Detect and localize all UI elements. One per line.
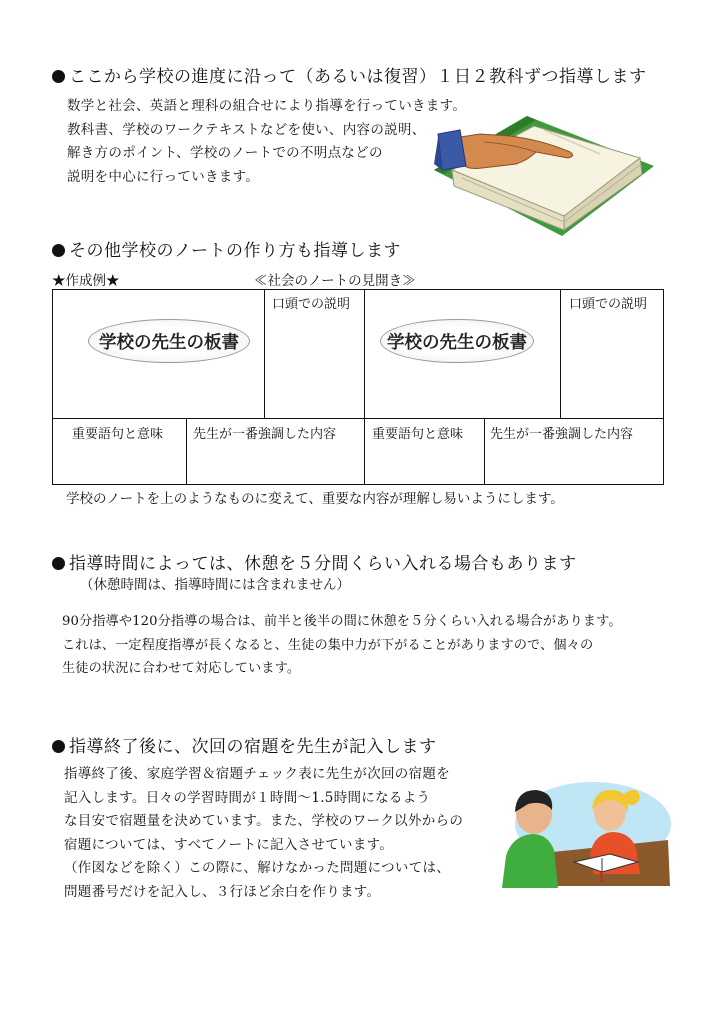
note-layout-table <box>52 289 664 485</box>
section4-line: 指導終了後、家庭学習＆宿題チェック表に先生が次回の宿題を <box>64 766 450 782</box>
bullet-icon <box>52 557 65 570</box>
example-label: ★作成例★ <box>52 273 120 289</box>
table-caption: 学校のノートを上のようなものに変えて、重要な内容が理解し易いようにします。 <box>66 491 564 507</box>
section3-heading <box>52 549 577 574</box>
oral-explanation-right: 口頭での説明 <box>569 297 648 312</box>
teacher-emphasis-right: 先生が一番強調した内容 <box>490 427 634 442</box>
section1-heading-text: ここから学校の進度に沿って（あるいは復習）１日２教科ずつ指導します <box>69 67 647 87</box>
section4-body <box>64 763 463 904</box>
section3-body <box>62 610 622 681</box>
section1-line: 教科書、学校のワークテキストなどを使い、内容の説明、 <box>67 121 426 138</box>
section3-heading-text: 指導時間によっては、休憩を５分間くらい入れる場合もあります <box>69 554 577 574</box>
bullet-icon <box>52 70 65 83</box>
section3-line: 生徒の状況に合わせて対応しています。 <box>62 661 301 676</box>
section1-heading <box>52 62 647 87</box>
teacher-emphasis-left: 先生が一番強調した内容 <box>193 427 337 442</box>
section3-line: これは、一定程度指導が長くなると、生徒の集中力が下がることがありますので、個々の <box>62 637 594 653</box>
students-illustration <box>498 778 673 888</box>
section4-line: 記入します。日々の学習時間が１時間～1.5時間になるよう <box>64 789 431 806</box>
key-terms-right: 重要語句と意味 <box>372 427 464 442</box>
section4-heading-text: 指導終了後に、次回の宿題を先生が記入します <box>69 737 437 757</box>
section2-heading <box>52 236 401 261</box>
bullet-icon <box>52 244 65 257</box>
section4-line: 問題番号だけを記入し、３行ほど余白を作ります。 <box>64 883 381 900</box>
oral-explanation-left: 口頭での説明 <box>272 297 351 312</box>
section3-line: 90分指導や120分指導の場合は、前半と後半の間に休憩を５分くらい入れる場合があります。 <box>62 614 622 629</box>
section1-line: 解き方のポイント、学校のノートでの不明点などの <box>67 145 383 161</box>
section4-line: 宿題については、すべてノートに記入させています。 <box>64 836 394 853</box>
board-ellipse-right: 学校の先生の板書 <box>380 319 534 363</box>
section4-line: （作図などを除く）この際に、解けなかった問題については、 <box>64 860 451 876</box>
key-terms-left: 重要語句と意味 <box>72 427 164 442</box>
bullet-icon <box>52 740 65 753</box>
book-illustration <box>432 108 657 243</box>
section2-heading-text: その他学校のノートの作り方も指導します <box>69 241 401 261</box>
table-title: ≪社会のノートの見開き≫ <box>254 273 416 289</box>
section4-line: な目安で宿題量を決めています。また、学校のワーク以外からの <box>64 813 464 829</box>
section1-line: 説明を中心に行っていきます。 <box>67 168 260 185</box>
section1-body <box>67 95 466 189</box>
section3-subnote: （休憩時間は、指導時間には含まれません） <box>80 577 350 593</box>
section4-heading <box>52 732 437 757</box>
board-ellipse-left: 学校の先生の板書 <box>88 319 250 363</box>
section1-line: 数学と社会、英語と理科の組合せにより指導を行っていきます。 <box>67 98 467 114</box>
